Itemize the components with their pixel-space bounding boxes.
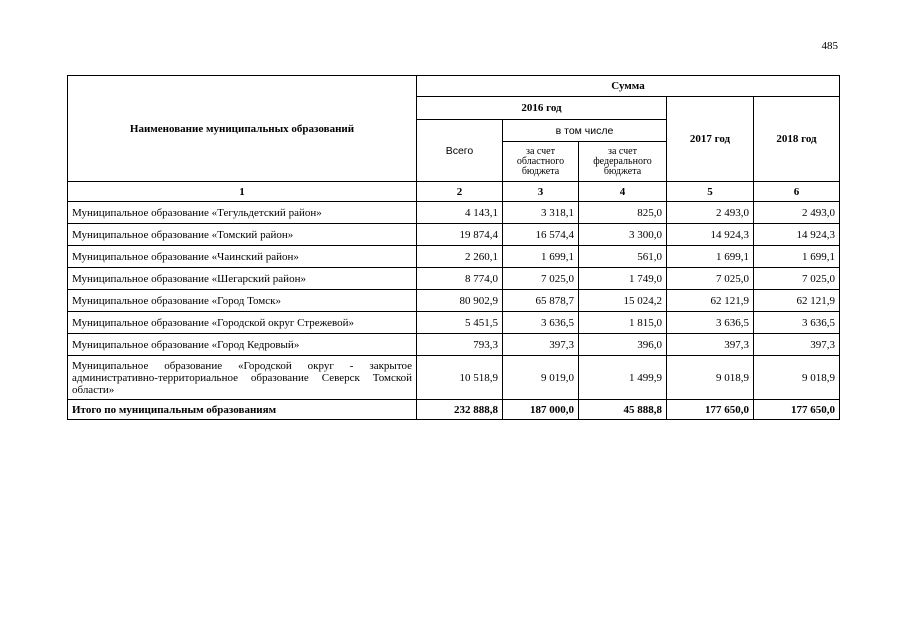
cell-2018: 14 924,3 [754, 224, 840, 246]
cell-federal-2016: 1 749,0 [579, 268, 667, 290]
cell-federal-2016: 3 300,0 [579, 224, 667, 246]
page-number: 485 [821, 40, 838, 52]
row-name: Муниципальное образование «Томский район» [68, 224, 417, 246]
row-name: Муниципальное образование «Городской округ Стрежевой» [68, 312, 417, 334]
header-regional: за счет областного бюджета [503, 142, 579, 182]
cell-2017: 3 636,5 [667, 312, 754, 334]
cell-regional-2016: 3 636,5 [503, 312, 579, 334]
cell-2017: 14 924,3 [667, 224, 754, 246]
table-row [68, 202, 840, 224]
header-sum: Сумма [417, 76, 840, 97]
column-number: 4 [579, 182, 667, 202]
header-row-1 [68, 76, 840, 97]
table-row [68, 290, 840, 312]
cell-total-2016: 80 902,9 [417, 290, 503, 312]
cell-federal-2016: 1 499,9 [579, 356, 667, 400]
row-name: Муниципальное образование «Тегульдетский район» [68, 202, 417, 224]
total-row-name: Итого по муниципальным образованиям [68, 400, 417, 420]
cell-2018: 9 018,9 [754, 356, 840, 400]
cell-total-2016: 10 518,9 [417, 356, 503, 400]
cell-2017: 2 493,0 [667, 202, 754, 224]
cell-2017: 397,3 [667, 334, 754, 356]
cell-regional-2016: 65 878,7 [503, 290, 579, 312]
cell-regional-2016: 397,3 [503, 334, 579, 356]
total-2018: 177 650,0 [754, 400, 840, 420]
total-regional-2016: 187 000,0 [503, 400, 579, 420]
table-row [68, 334, 840, 356]
header-name-column: Наименование муниципальных образований [68, 76, 417, 182]
column-number: 1 [68, 182, 417, 202]
column-number: 2 [417, 182, 503, 202]
row-name: Муниципальное образование «Городской округ - закрытое административно-территориальное образование Северск Томской области» [68, 356, 417, 400]
table-row [68, 224, 840, 246]
cell-2017: 9 018,9 [667, 356, 754, 400]
row-name: Муниципальное образование «Шегарский район» [68, 268, 417, 290]
header-federal: за счет федерального бюджета [579, 142, 667, 182]
table-row [68, 356, 840, 400]
total-row [68, 400, 840, 420]
header-year-2018: 2018 год [754, 97, 840, 182]
total-2017: 177 650,0 [667, 400, 754, 420]
header-including: в том числе [503, 120, 667, 142]
header-total: Всего [417, 120, 503, 182]
cell-federal-2016: 825,0 [579, 202, 667, 224]
cell-total-2016: 4 143,1 [417, 202, 503, 224]
total-federal-2016: 45 888,8 [579, 400, 667, 420]
cell-federal-2016: 15 024,2 [579, 290, 667, 312]
cell-regional-2016: 16 574,4 [503, 224, 579, 246]
column-number: 3 [503, 182, 579, 202]
cell-regional-2016: 1 699,1 [503, 246, 579, 268]
cell-2018: 62 121,9 [754, 290, 840, 312]
header-year-2017: 2017 год [667, 97, 754, 182]
row-name: Муниципальное образование «Город Томск» [68, 290, 417, 312]
column-number: 6 [754, 182, 840, 202]
row-name: Муниципальное образование «Город Кедровый» [68, 334, 417, 356]
cell-total-2016: 8 774,0 [417, 268, 503, 290]
table-row [68, 312, 840, 334]
cell-total-2016: 5 451,5 [417, 312, 503, 334]
cell-federal-2016: 561,0 [579, 246, 667, 268]
cell-federal-2016: 1 815,0 [579, 312, 667, 334]
row-name: Муниципальное образование «Чаинский район» [68, 246, 417, 268]
cell-2017: 62 121,9 [667, 290, 754, 312]
cell-2018: 1 699,1 [754, 246, 840, 268]
budget-table [67, 75, 840, 420]
cell-2018: 3 636,5 [754, 312, 840, 334]
cell-2018: 397,3 [754, 334, 840, 356]
cell-2018: 2 493,0 [754, 202, 840, 224]
column-number: 5 [667, 182, 754, 202]
cell-regional-2016: 7 025,0 [503, 268, 579, 290]
cell-2018: 7 025,0 [754, 268, 840, 290]
cell-regional-2016: 3 318,1 [503, 202, 579, 224]
header-year-2016: 2016 год [417, 97, 667, 120]
total-2016: 232 888,8 [417, 400, 503, 420]
cell-federal-2016: 396,0 [579, 334, 667, 356]
cell-total-2016: 793,3 [417, 334, 503, 356]
table-row [68, 246, 840, 268]
column-number-row [68, 182, 840, 202]
cell-2017: 7 025,0 [667, 268, 754, 290]
cell-total-2016: 19 874,4 [417, 224, 503, 246]
table-row [68, 268, 840, 290]
cell-regional-2016: 9 019,0 [503, 356, 579, 400]
cell-2017: 1 699,1 [667, 246, 754, 268]
cell-total-2016: 2 260,1 [417, 246, 503, 268]
